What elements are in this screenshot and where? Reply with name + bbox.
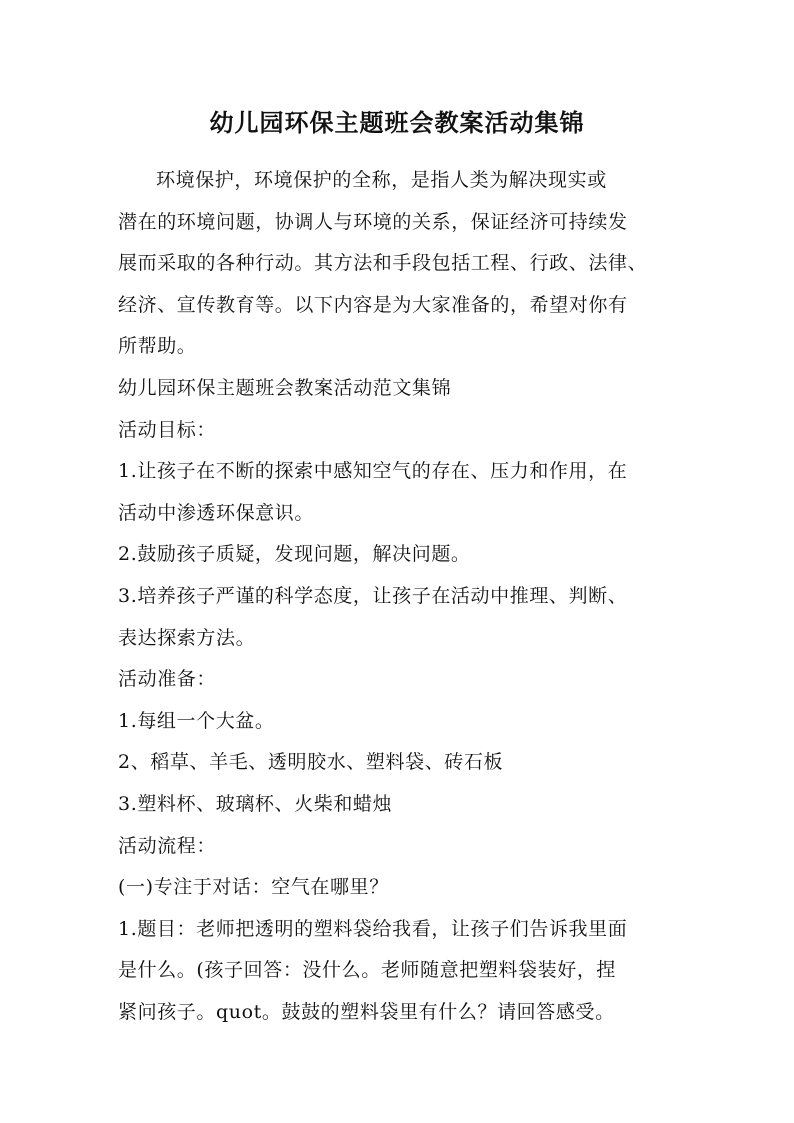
document-body [118, 160, 683, 1033]
process-text-line-1: 1.题目：老师把透明的塑料袋给我看，让孩子们告诉我里面 [118, 917, 628, 940]
goal-3-line-1: 3.培养孩子严谨的科学态度，让孩子在活动中推理、判断、 [118, 584, 628, 607]
goal-1-line-2: 活动中渗透环保意识。 [118, 501, 315, 524]
heading-activity-preparation: 活动准备： [118, 668, 217, 691]
goal-2: 2.鼓励孩子质疑，发现问题，解决问题。 [118, 543, 471, 566]
section-heading-collection: 幼儿园环保主题班会教案活动范文集锦 [118, 376, 452, 399]
prep-3: 3.塑料杯、玻璃杯、火柴和蜡烛 [118, 792, 393, 815]
heading-activity-goals: 活动目标： [118, 418, 217, 441]
goal-3-line-2: 表达探索方法。 [118, 626, 256, 649]
intro-line-2: 潜在的环境问题，协调人与环境的关系，保证经济可持续发 [118, 210, 628, 233]
process-text-line-3: 紧问孩子。quot。鼓鼓的塑料袋里有什么？请回答感受。 [118, 1000, 615, 1023]
process-step-1-heading: (一)专注于对话：空气在哪里？ [118, 876, 389, 899]
document-title: 幼儿园环保主题班会教案活动集锦 [209, 109, 585, 137]
heading-activity-process: 活动流程： [118, 834, 217, 857]
prep-1: 1.每组一个大盆。 [118, 709, 275, 732]
goal-1-line-1: 1.让孩子在不断的探索中感知空气的存在、压力和作用，在 [118, 460, 628, 483]
prep-2: 2、稻草、羊毛、透明胶水、塑料袋、砖石板 [118, 751, 504, 774]
intro-line-1: 环境保护，环境保护的全称，是指人类为解决现实或 [156, 169, 607, 191]
intro-line-5: 所帮助。 [118, 335, 197, 358]
intro-line-4: 经济、宣传教育等。以下内容是为大家准备的，希望对你有 [118, 293, 628, 316]
process-text-line-2: 是什么。(孩子回答：没什么。老师随意把塑料袋装好，捏 [118, 959, 617, 982]
intro-line-3: 展而采取的各种行动。其方法和手段包括工程、行政、法律、 [118, 252, 648, 275]
